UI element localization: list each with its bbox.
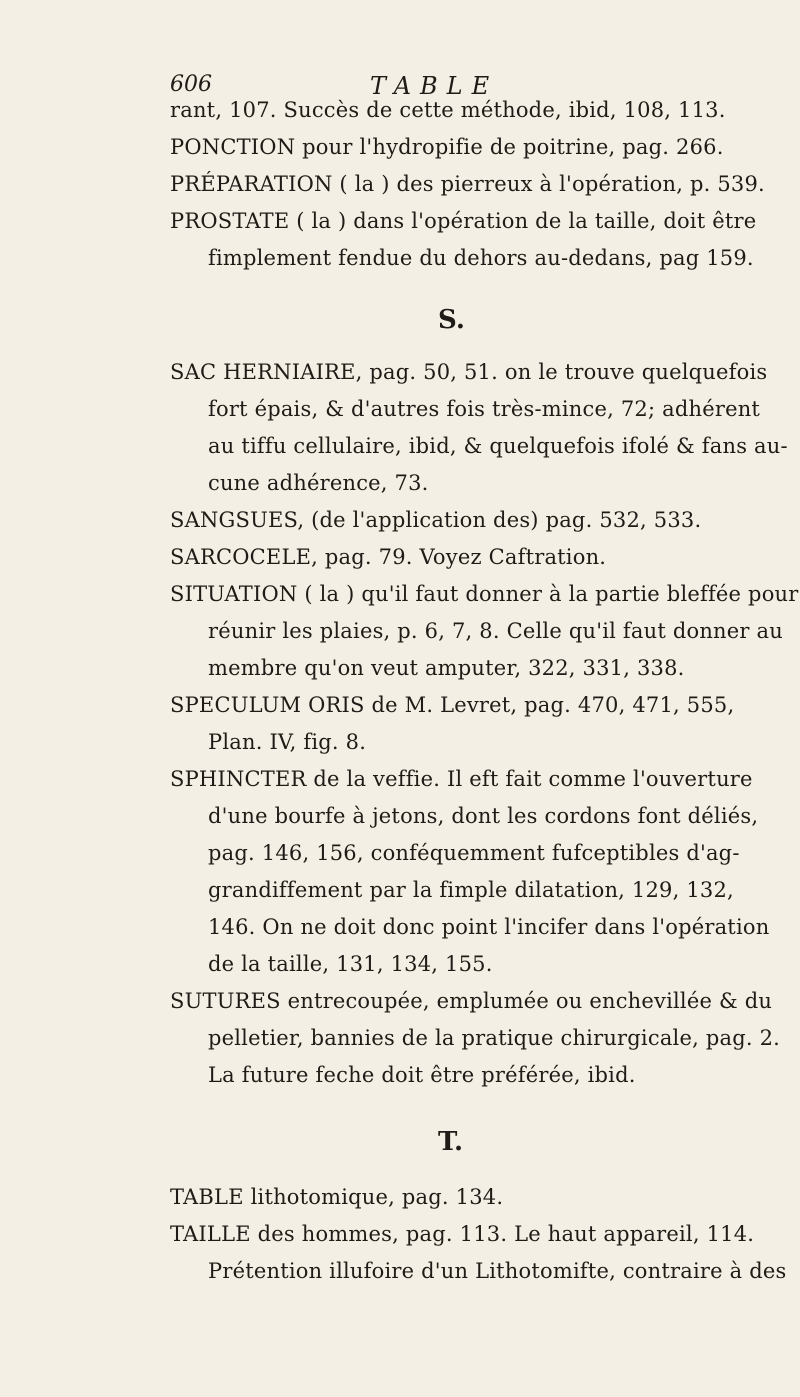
text-line: pag. 146, 156, conféquemment fufceptibles d'ag- xyxy=(208,841,740,865)
text-line: SUTURES entrecoupée, emplumée ou enchevillée & du xyxy=(170,989,773,1013)
text-line: SPHINCTER de la veffie. Il eft fait comme l'ouverture xyxy=(170,767,753,791)
text-line: membre qu'on veut amputer, 322, 331, 338. xyxy=(208,656,685,680)
text-line: réunir les plaies, p. 6, 7, 8. Celle qu'il faut donner au xyxy=(208,619,783,643)
text-line: 146. On ne doit donc point l'incifer dans l'opération xyxy=(208,915,770,939)
text-line: fimplement fendue du dehors au-dedans, pag 159. xyxy=(208,246,754,270)
text-line: grandiffement par la fimple dilatation, 129, 132, xyxy=(208,878,734,902)
text-line: SPECULUM ORIS de M. Levret, pag. 470, 471, 555, xyxy=(170,693,735,717)
section-letter-s: S. xyxy=(438,305,465,335)
running-title: TABLE xyxy=(370,72,499,100)
text-line: TAILLE des hommes, pag. 113. Le haut appareil, 114. xyxy=(170,1222,755,1246)
text-line: fort épais, & d'autres fois très-mince, 72; adhérent xyxy=(208,397,761,421)
text-line: pelletier, bannies de la pratique chirurgicale, pag. 2. xyxy=(208,1026,781,1050)
page-number: 606 xyxy=(170,72,212,97)
text-line: au tiffu cellulaire, ibid, & quelquefois ifolé & fans au- xyxy=(208,434,788,458)
section-letter-t: T. xyxy=(438,1127,464,1157)
text-line: La future feche doit être préférée, ibid. xyxy=(208,1063,636,1087)
text-line: PONCTION pour l'hydropifie de poitrine, pag. 266. xyxy=(170,135,724,159)
text-line: SARCOCELE, pag. 79. Voyez Caftration. xyxy=(170,545,607,569)
text-line: de la taille, 131, 134, 155. xyxy=(208,952,493,976)
text-line: SAC HERNIAIRE, pag. 50, 51. on le trouve quelquefois xyxy=(170,360,768,384)
text-line: SITUATION ( la ) qu'il faut donner à la partie bleffée pour xyxy=(170,582,799,606)
text-line: rant, 107. Succès de cette méthode, ibid, 108, 113. xyxy=(170,98,726,122)
text-line: TABLE lithotomique, pag. 134. xyxy=(170,1185,504,1209)
text-line: Prétention illufoire d'un Lithotomifte, contraire à des xyxy=(208,1259,787,1283)
text-line: SANGSUES, (de l'application des) pag. 532, 533. xyxy=(170,508,702,532)
text-line: PRÉPARATION ( la ) des pierreux à l'opération, p. 539. xyxy=(170,172,765,196)
text-line: cune adhérence, 73. xyxy=(208,471,429,495)
text-line: PROSTATE ( la ) dans l'opération de la taille, doit être xyxy=(170,209,757,233)
text-line: Plan. IV, fig. 8. xyxy=(208,730,367,754)
text-line: d'une bourfe à jetons, dont les cordons font déliés, xyxy=(208,804,759,828)
